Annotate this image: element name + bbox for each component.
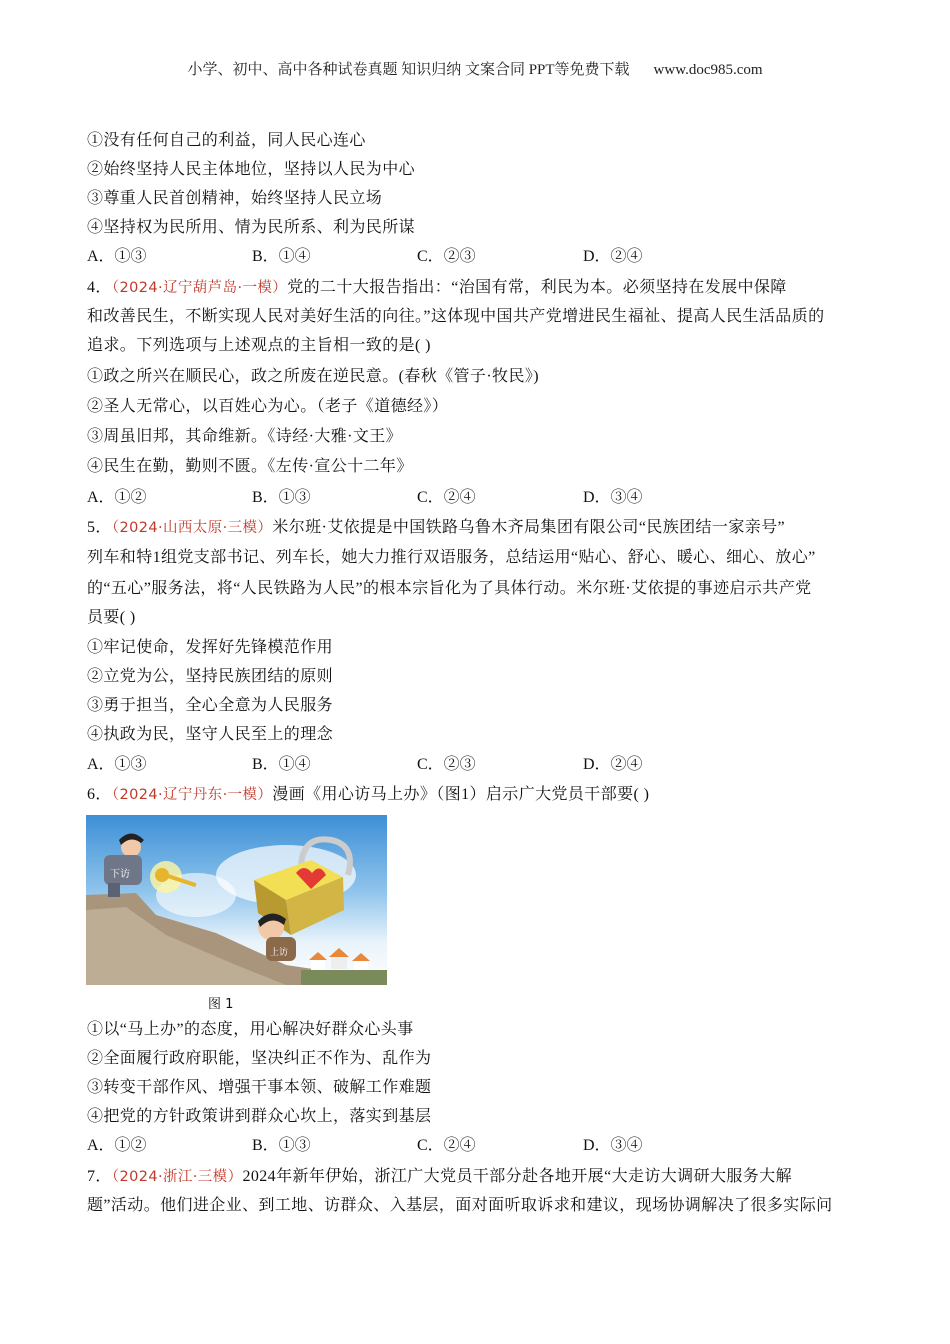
q5-item-3: ③勇于担当，全心全意为人民服务	[87, 697, 334, 714]
q4-number: 4．	[87, 279, 112, 296]
q6-item-3: ③转变干部作风、增强干事本领、破解工作难题	[87, 1079, 432, 1096]
q5-stem-line-2: 列车和特1组党支部书记、列车长，她大力推行双语服务，总结运用“贴心、舒心、暖心、细心、放心”	[87, 549, 816, 566]
village-houses	[301, 948, 387, 985]
q6-stem-text: 漫画《用心访马上办》（图1）启示广大党员干部要( )	[272, 786, 650, 803]
q5-item-4: ④执政为民，坚守人民至上的理念	[87, 726, 334, 743]
page-header	[0, 58, 950, 79]
q5-source: （2024·山西太原·三模）	[111, 520, 273, 536]
q6-item-2: ②全面履行政府职能，坚决纠正不作为、乱作为	[87, 1050, 432, 1067]
q3-option-c: C．②③	[417, 248, 476, 265]
q6-option-c: C．②④	[417, 1137, 476, 1154]
q4-item-1: ①政之所兴在顺民心，政之所废在逆民意。(春秋《管子·牧民》)	[87, 368, 539, 385]
q6-option-d: D．③④	[583, 1137, 643, 1154]
q4-option-b: B．①③	[252, 489, 311, 506]
q3-item-2: ②始终坚持人民主体地位，坚持以人民为中心	[87, 161, 416, 178]
q4-option-c: C．②④	[417, 489, 476, 506]
q4-source: （2024·辽宁葫芦岛·一模）	[111, 280, 288, 296]
q7-stem-line-2: 题”活动。他们进企业、到工地、访群众、入基层，面对面听取诉求和建议，现场协调解决了很多实际问	[87, 1197, 833, 1214]
q7-stem-line-1	[87, 1167, 792, 1187]
q5-stem-line-4: 员要( )	[87, 609, 136, 626]
q5-option-d: D．②④	[583, 756, 643, 773]
q5-option-b: B．①④	[252, 756, 311, 773]
q5-item-1: ①牢记使命，发挥好先锋模范作用	[87, 639, 334, 656]
q6-option-b: B．①③	[252, 1137, 311, 1154]
q4-stem-line-1	[87, 278, 787, 298]
official-figure	[104, 834, 144, 898]
label-shangfang: 上访	[270, 947, 289, 957]
q4-stem-line-2: 和改善民生，不断实现人民对美好生活的向往。”这体现中国共产党增进民生福祉、提高人民生活品质的	[87, 308, 825, 325]
q3-option-d: D．②④	[583, 248, 643, 265]
q6-item-1: ①以“马上办”的态度，用心解决好群众心头事	[87, 1021, 414, 1038]
q7-source: （2024·浙江·三模）	[111, 1169, 243, 1185]
q5-stem-line-1	[87, 518, 785, 538]
q3-item-1: ①没有任何自己的利益，同人民心连心	[87, 132, 366, 149]
q4-option-a: A．①②	[87, 489, 147, 506]
q4-item-2: ②圣人无常心，以百姓心为心。（老子《道德经》）	[87, 398, 449, 415]
q5-number: 5．	[87, 519, 112, 536]
cartoon-figure	[86, 815, 387, 985]
q3-item-3: ③尊重人民首创精神，始终坚持人民立场	[87, 190, 383, 207]
q3-option-a: A．①③	[87, 248, 147, 265]
q6-source: （2024·辽宁丹东·一模）	[111, 787, 273, 803]
q7-number: 7．	[87, 1168, 112, 1185]
header-url[interactable]: www.doc985.com	[653, 62, 763, 78]
q4-stem-text: 党的二十大报告指出：“治国有常，利民为本。必须坚持在发展中保障	[287, 279, 787, 296]
q3-item-4: ④坚持权为民所用、情为民所系、利为民所谋	[87, 219, 416, 236]
header-text: 小学、初中、高中各种试卷真题 知识归纳 文案合同 PPT等免费下载	[187, 62, 630, 78]
q5-item-2: ②立党为公，坚持民族团结的原则	[87, 668, 334, 685]
q5-stem-line-3: 的“五心”服务法，将“人民铁路为人民”的根本宗旨化为了具体行动。米尔班·艾依提的事迹启示共产党	[87, 580, 812, 597]
q5-option-c: C．②③	[417, 756, 476, 773]
q5-option-a: A．①③	[87, 756, 147, 773]
q6-option-a: A．①②	[87, 1137, 147, 1154]
q6-number: 6．	[87, 786, 112, 803]
q4-item-3: ③周虽旧邦，其命维新。《诗经·大雅·文王》	[87, 428, 403, 445]
q7-stem-text: 2024年新年伊始，浙江广大党员干部分赴各地开展“大走访大调研大服务大解	[242, 1168, 792, 1185]
cartoon-illustration	[86, 815, 387, 985]
q5-stem-text: 米尔班·艾依提是中国铁路乌鲁木齐局集团有限公司“民族团结一家亲号”	[272, 519, 786, 536]
q3-option-b: B．①④	[252, 248, 311, 265]
q4-option-d: D．③④	[583, 489, 643, 506]
q4-item-4: ④民生在勤，勤则不匮。《左传·宣公十二年》	[87, 458, 413, 475]
label-xiafang: 下访	[110, 869, 130, 880]
q6-stem-line-1	[87, 785, 649, 805]
q4-stem-line-3: 追求。下列选项与上述观点的主旨相一致的是( )	[87, 337, 431, 354]
figure-caption: 图 1	[208, 997, 234, 1012]
q6-item-4: ④把党的方针政策讲到群众心坎上，落实到基层	[87, 1108, 432, 1125]
